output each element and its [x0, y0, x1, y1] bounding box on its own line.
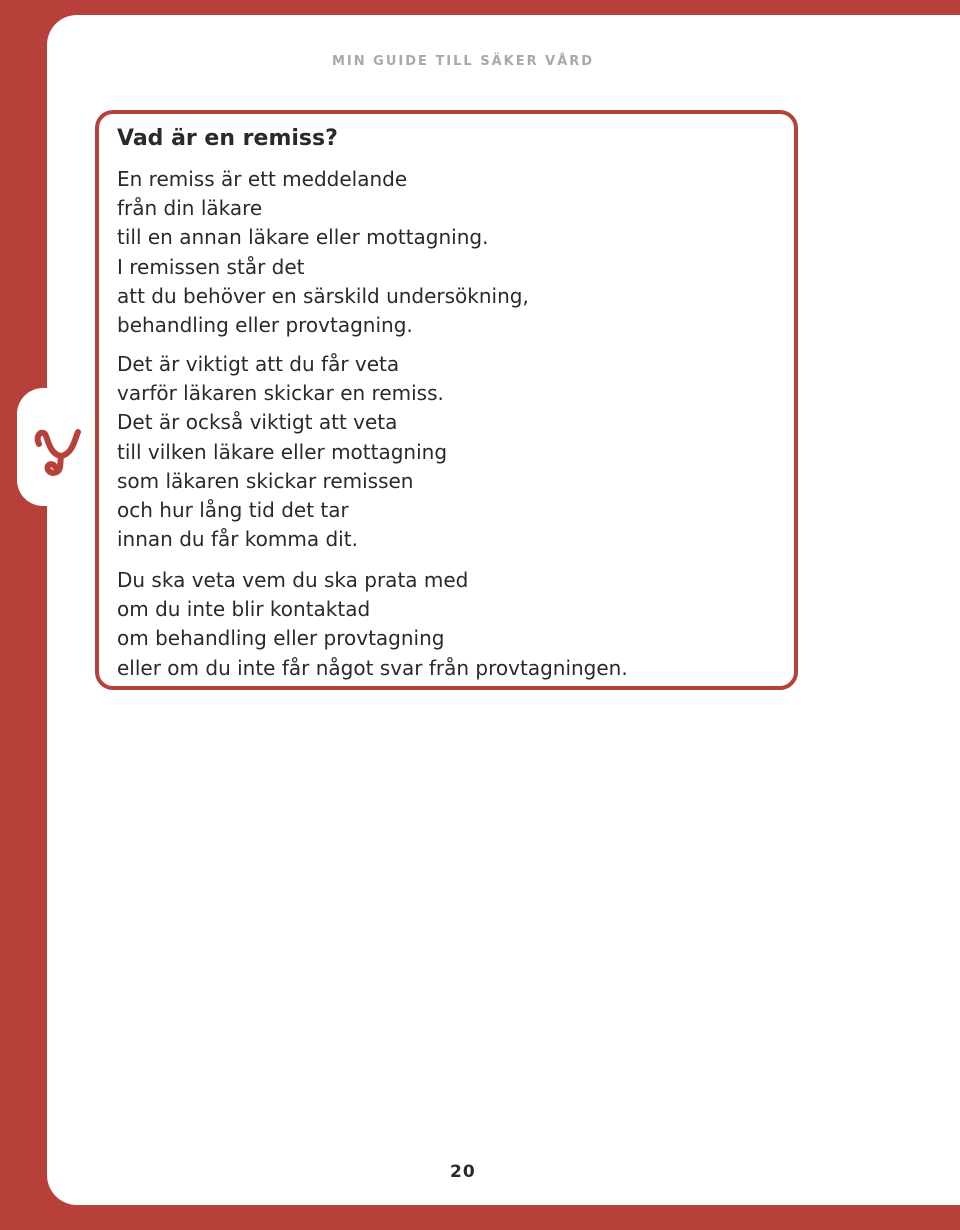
text-line: från din läkare — [117, 196, 263, 221]
paragraph-who-to-contact — [117, 566, 628, 683]
text-line: varför läkaren skickar en remiss. — [117, 381, 444, 406]
text-line: som läkaren skickar remissen — [117, 468, 414, 493]
paragraph-why-referral — [117, 350, 447, 554]
text-line: om behandling eller provtagning — [117, 626, 445, 651]
text-line: Du ska veta vem du ska prata med — [117, 568, 469, 592]
text-line: En remiss är ett meddelande — [117, 167, 408, 191]
text-line: Det är viktigt att du får veta — [117, 352, 400, 376]
running-head: MIN GUIDE TILL SÄKER VÅRD — [332, 54, 595, 69]
stethoscope-icon — [33, 420, 89, 480]
text-line: att du behöver en särskild undersökning, — [117, 283, 529, 308]
paragraph-what-is-referral — [117, 165, 529, 340]
text-line: till en annan läkare eller mottagning. — [117, 225, 489, 250]
text-line: I remissen står det — [117, 254, 305, 279]
text-line: behandling eller provtagning. — [117, 313, 413, 338]
page-number: 20 — [450, 1162, 476, 1182]
text-line: till vilken läkare eller mottagning — [117, 439, 448, 464]
text-line: eller om du inte får något svar från provtagningen. — [117, 655, 628, 680]
text-line: om du inte blir kontaktad — [117, 597, 371, 622]
box-title: Vad är en remiss? — [117, 126, 338, 151]
text-line: och hur lång tid det tar — [117, 498, 349, 523]
text-line: Det är också viktigt att veta — [117, 410, 398, 435]
text-line: innan du får komma dit. — [117, 527, 358, 552]
